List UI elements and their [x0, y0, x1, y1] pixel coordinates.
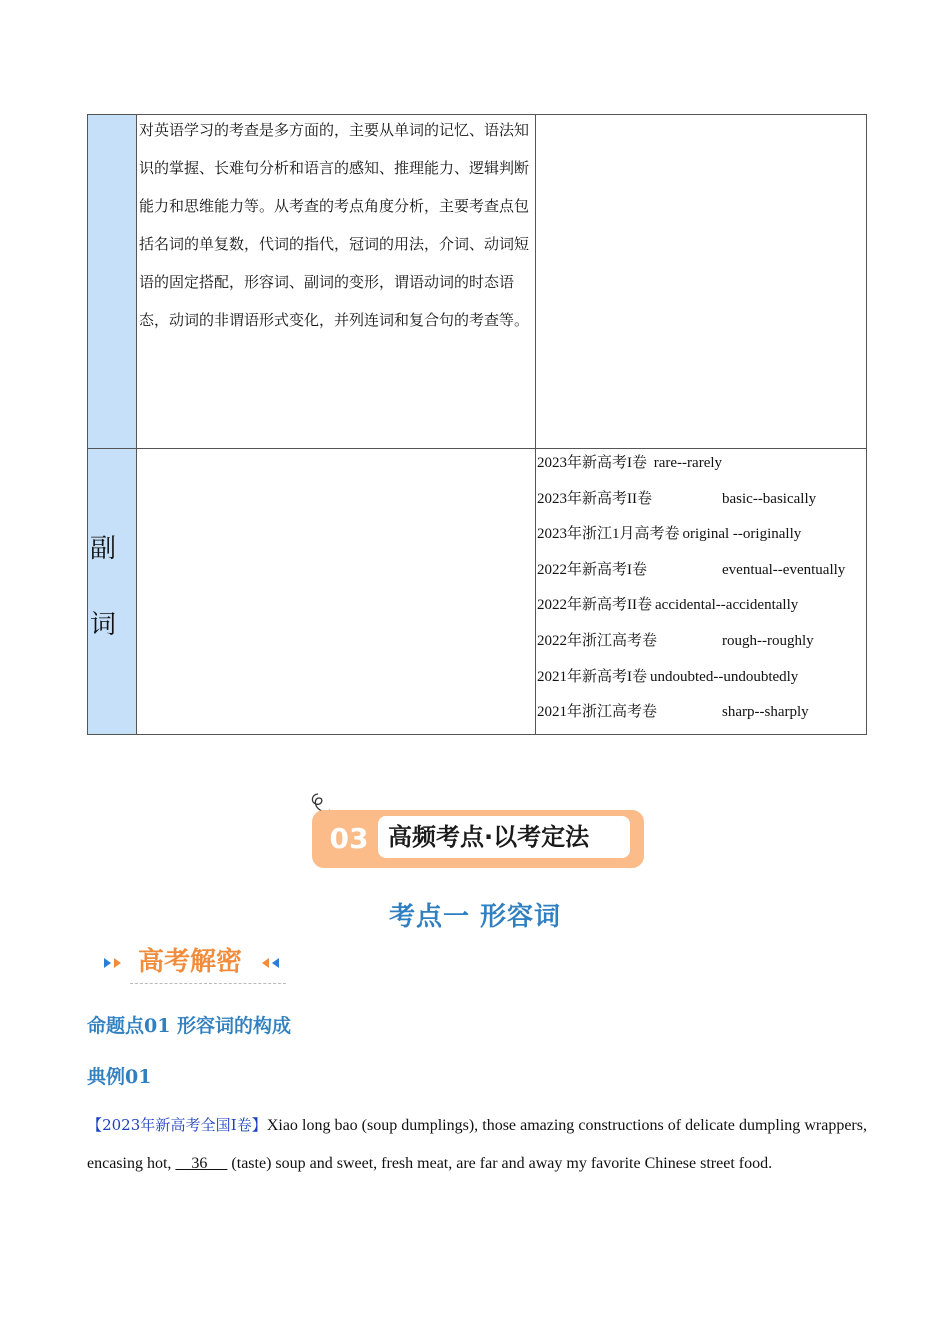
- answer-blank: 36: [191, 1155, 208, 1172]
- example-row: 2022年新高考II卷 accidental--accidentally: [537, 597, 799, 614]
- paragraph-text-after: (taste) soup and sweet, fresh meat, are far and away my favorite Chinese street food.: [227, 1155, 773, 1172]
- mingtidian-heading: 命题点01 形容词的构成: [87, 1015, 292, 1037]
- adverb-label-1: 副: [90, 534, 117, 564]
- exam-description: 对英语学习的考查是多方面的，主要从单词的记忆、语法知识的掌握、长难句分析和语言的感知、推理能力、逻辑判断能力和思维能力等。从考查的考点角度分析，主要考查点包括名词的单复数，代词的指代，冠词的用法，介词、动词短语的固定搭配，形容词、副词的变形，谓语动词的时态语态，动词的非谓语形式变化，并列连词和复合句的考查等。: [139, 121, 530, 329]
- grammar-table: [87, 114, 867, 735]
- dianli-heading: 典例01: [87, 1066, 152, 1088]
- paragraph-text-before: Xiao long bao (soup dumplings), those amazing constructions of delicate dumpling wrappers, encasing hot,: [87, 1117, 867, 1172]
- example-row: 2023年新高考II卷 basic--basically: [537, 490, 817, 507]
- section-banner: [308, 790, 648, 874]
- example-row: 2022年新高考I卷 eventual--eventually: [537, 561, 846, 578]
- banner-title: 高频考点·以考定法: [388, 823, 590, 851]
- double-arrow-left-icon: [258, 950, 294, 980]
- examples-cell: [536, 449, 867, 735]
- gaokao-jiemi-text: 高考解密: [138, 947, 243, 977]
- empty-middle-cell: [137, 449, 536, 735]
- example-paragraph: [87, 1106, 867, 1183]
- gaokao-jiemi-label: [100, 944, 290, 988]
- description-cell: [137, 115, 536, 449]
- example-row: 2023年浙江1月高考卷 original --originally: [537, 526, 802, 543]
- double-arrow-right-icon: [100, 950, 136, 980]
- empty-cell: [536, 115, 867, 449]
- side-cell-top: [88, 115, 137, 449]
- example-row: 2022年浙江高考卷 rough--roughly: [537, 632, 814, 649]
- example-row: 2021年浙江高考卷 sharp--sharply: [537, 704, 809, 721]
- adverb-label-2: 词: [90, 610, 117, 640]
- example-row: 2021年新高考I卷 undoubted--undoubtedly: [537, 668, 799, 685]
- example-row: 2023年新高考I卷 rare--rarely: [537, 455, 723, 471]
- source-tag: 【2023年新高考全国Ⅰ卷】: [87, 1116, 267, 1134]
- side-cell-adverb: [88, 449, 137, 735]
- dashed-divider: [130, 983, 286, 984]
- banner-number: 03: [329, 822, 369, 855]
- section-title: 考点一 形容词: [388, 902, 562, 932]
